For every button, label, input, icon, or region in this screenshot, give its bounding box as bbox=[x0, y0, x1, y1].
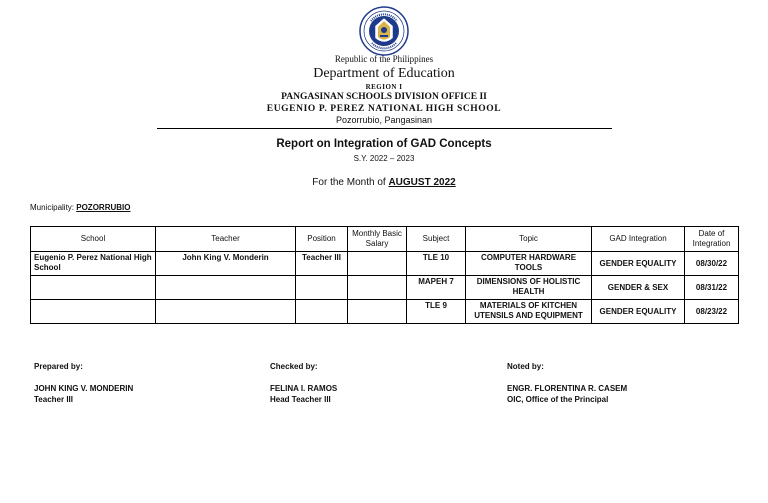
cell-teacher bbox=[156, 300, 296, 324]
cell-school bbox=[31, 276, 156, 300]
cell-position bbox=[296, 300, 348, 324]
cell-teacher: John King V. Monderin bbox=[156, 252, 296, 276]
cell-position: Teacher III bbox=[296, 252, 348, 276]
col-header-salary: Monthly Basic Salary bbox=[348, 227, 407, 252]
table-header-row bbox=[31, 227, 739, 252]
cell-topic: COMPUTER HARDWARE TOOLS bbox=[466, 252, 592, 276]
cell-date: 08/30/22 bbox=[685, 252, 739, 276]
cell-salary bbox=[348, 300, 407, 324]
division-office: PANGASINAN SCHOOLS DIVISION OFFICE II bbox=[281, 92, 487, 102]
cell-position bbox=[296, 276, 348, 300]
cell-subject: TLE 10 bbox=[407, 252, 466, 276]
municipality-value: POZORRUBIO bbox=[76, 203, 131, 212]
col-header-teacher: Teacher bbox=[156, 227, 296, 252]
region-line: REGION I bbox=[365, 83, 403, 91]
col-header-date: Date of Integration bbox=[685, 227, 739, 252]
month-label: For the Month of bbox=[312, 177, 386, 188]
col-header-topic: Topic bbox=[466, 227, 592, 252]
col-header-gad: GAD Integration bbox=[592, 227, 685, 252]
table-row bbox=[31, 300, 739, 324]
table-row bbox=[31, 276, 739, 300]
noted-by-position: OIC, Office of the Principal bbox=[507, 395, 609, 404]
cell-subject: MAPEH 7 bbox=[407, 276, 466, 300]
cell-gad: GENDER EQUALITY bbox=[592, 300, 685, 324]
gad-report-table bbox=[30, 226, 739, 324]
school-year: S.Y. 2022 – 2023 bbox=[353, 154, 415, 163]
col-header-subject: Subject bbox=[407, 227, 466, 252]
prepared-by-label: Prepared by: bbox=[34, 362, 83, 371]
municipality bbox=[30, 203, 130, 212]
municipality-label: Municipality: bbox=[30, 203, 75, 212]
report-title: Report on Integration of GAD Concepts bbox=[276, 138, 492, 150]
school-name: EUGENIO P. PEREZ NATIONAL HIGH SCHOOL bbox=[266, 104, 502, 114]
col-header-school: School bbox=[31, 227, 156, 252]
checked-by-position: Head Teacher III bbox=[270, 395, 331, 404]
cell-topic: DIMENSIONS OF HOLISTIC HEALTH bbox=[466, 276, 592, 300]
republic-line: Republic of the Philippines bbox=[334, 54, 434, 64]
table-row bbox=[31, 252, 739, 276]
cell-school bbox=[31, 300, 156, 324]
prepared-by-position: Teacher III bbox=[34, 395, 73, 404]
report-month bbox=[0, 177, 768, 188]
cell-salary bbox=[348, 252, 407, 276]
department-name: Department of Education bbox=[313, 66, 455, 81]
col-header-position: Position bbox=[296, 227, 348, 252]
cell-teacher bbox=[156, 276, 296, 300]
cell-topic: MATERIALS OF KITCHEN UTENSILS AND EQUIPMENT bbox=[466, 300, 592, 324]
header-divider bbox=[157, 128, 612, 129]
school-location: Pozorrubio, Pangasinan bbox=[335, 115, 433, 125]
cell-salary bbox=[348, 276, 407, 300]
deped-seal-logo bbox=[359, 6, 409, 56]
cell-gad: GENDER & SEX bbox=[592, 276, 685, 300]
cell-gad: GENDER EQUALITY bbox=[592, 252, 685, 276]
checked-by-name: FELINA I. RAMOS bbox=[270, 384, 338, 393]
prepared-by-name: JOHN KING V. MONDERIN bbox=[34, 384, 134, 393]
month-value: AUGUST 2022 bbox=[388, 177, 456, 188]
cell-date: 08/31/22 bbox=[685, 276, 739, 300]
noted-by-label: Noted by: bbox=[507, 362, 544, 371]
cell-subject: TLE 9 bbox=[407, 300, 466, 324]
cell-school: Eugenio P. Perez National High School bbox=[31, 252, 156, 276]
cell-date: 08/23/22 bbox=[685, 300, 739, 324]
checked-by-label: Checked by: bbox=[270, 362, 318, 371]
noted-by-name: ENGR. FLORENTINA R. CASEM bbox=[507, 384, 628, 393]
